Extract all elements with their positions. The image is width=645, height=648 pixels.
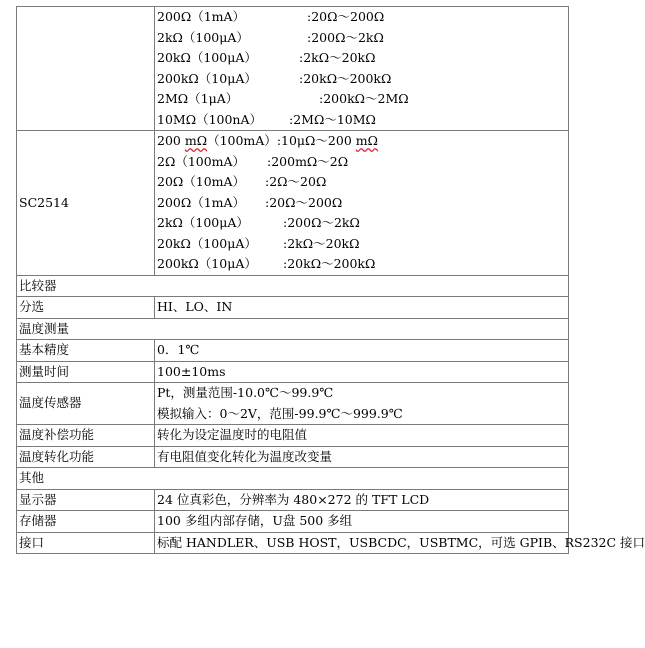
- range-value: 2kΩ～20kΩ: [303, 50, 376, 65]
- range-name: 20kΩ（100μA）: [157, 50, 257, 65]
- range-name: 10MΩ（100nA）: [157, 111, 263, 127]
- row-label: 显示器: [17, 489, 155, 511]
- table-row: [17, 297, 569, 319]
- range-name: 2MΩ（1μA）: [157, 91, 239, 106]
- range-value: 20Ω～200Ω: [269, 194, 343, 210]
- range-sep: :: [319, 91, 324, 106]
- row-value: HI、LO、IN: [155, 297, 569, 319]
- range-sep: :: [276, 133, 282, 148]
- range-sep: :: [283, 256, 288, 271]
- range-name: 2kΩ（100μA）: [157, 29, 249, 45]
- row-label: 接口: [17, 532, 155, 554]
- range-sep: :: [289, 111, 294, 127]
- range-name: 2kΩ（100μA）: [157, 215, 249, 230]
- table-row: [17, 468, 569, 490]
- range-sep: :: [265, 194, 270, 210]
- row-label: 基本精度: [17, 340, 155, 362]
- row-value: 100±10ms: [155, 361, 569, 383]
- table-row: [17, 383, 569, 425]
- range-line: [157, 69, 566, 90]
- row-value: 标配 HANDLER、USB HOST，USBCDC，USBTMC，可选 GPIB、RS232C 接口: [155, 532, 569, 554]
- sensor-line: Pt，测量范围-10.0℃～99.9℃: [157, 385, 334, 400]
- range-sep: :: [283, 215, 288, 230]
- table-row: [17, 425, 569, 447]
- row-value: 有电阻值变化转化为温度改变量: [155, 446, 569, 468]
- row-label: 温度传感器: [17, 383, 155, 425]
- range-list: [155, 7, 569, 131]
- table-row: [17, 489, 569, 511]
- range-value: 200kΩ～2MΩ: [323, 91, 409, 106]
- range-name: 200Ω（1mA）: [157, 194, 246, 210]
- row-label: 存储器: [17, 511, 155, 533]
- range-line: [157, 89, 566, 110]
- range-sep: :: [267, 153, 272, 169]
- range-line: [157, 213, 566, 234]
- range-value: 200mΩ～2Ω: [271, 153, 349, 169]
- table-row: [17, 511, 569, 533]
- range-name: 200kΩ（10μA）: [157, 70, 257, 86]
- table-row: [17, 7, 569, 131]
- sensor-line: 模拟输入：0～2V，范围-99.9℃～999.9℃: [157, 405, 403, 421]
- range-line: [157, 152, 566, 173]
- row-label: 测量时间: [17, 361, 155, 383]
- row-value: 24 位真彩色，分辨率为 480×272 的 TFT LCD: [155, 489, 569, 511]
- range-line: [157, 193, 566, 214]
- range-list: [155, 131, 569, 276]
- row-label: 温度转化功能: [17, 446, 155, 468]
- range-sep: :: [265, 174, 270, 189]
- range-name: 2Ω（100mA）: [157, 153, 246, 169]
- table-row: [17, 275, 569, 297]
- range-line: [157, 28, 566, 49]
- range-name: 200 mΩ（100mA）: [157, 133, 277, 148]
- row-value: 转化为设定温度时的电阻值: [155, 425, 569, 447]
- table-row: [17, 361, 569, 383]
- table-row: [17, 446, 569, 468]
- range-name: 200Ω（1mA）: [157, 9, 246, 24]
- section-heading-temperature: 温度测量: [17, 318, 569, 340]
- row-value: 0．1℃: [155, 340, 569, 362]
- table-row: [17, 532, 569, 554]
- range-value: 20kΩ～200kΩ: [303, 70, 392, 86]
- range-sep: :: [307, 29, 312, 45]
- range-name: 200kΩ（10μA）: [157, 256, 257, 271]
- row-label: SC2514: [17, 131, 155, 276]
- row-value: 100 多组内部存储，U盘 500 多组: [155, 511, 569, 533]
- range-line: [157, 172, 566, 193]
- range-value: 20Ω～200Ω: [311, 9, 385, 24]
- row-label: 分选: [17, 297, 155, 319]
- range-sep: :: [299, 50, 304, 65]
- range-line: [157, 48, 566, 69]
- range-name: 20Ω（10mA）: [157, 174, 246, 189]
- range-value: 2Ω～20Ω: [269, 174, 327, 189]
- range-value: 20kΩ～200kΩ: [287, 256, 376, 271]
- spec-table: [16, 6, 645, 554]
- range-line: [157, 254, 566, 275]
- range-line: [157, 131, 566, 152]
- range-value: 2MΩ～10MΩ: [293, 111, 376, 127]
- range-value: 10μΩ～200 mΩ: [281, 133, 378, 148]
- range-line: [157, 234, 566, 255]
- row-value: [155, 383, 569, 425]
- range-line: [157, 110, 566, 131]
- range-line: [157, 7, 566, 28]
- range-value: 200Ω～2kΩ: [311, 29, 384, 45]
- range-name: 20kΩ（100μA）: [157, 235, 257, 251]
- table-row: [17, 318, 569, 340]
- table-row: [17, 131, 569, 276]
- range-value: 2kΩ～20kΩ: [287, 235, 360, 251]
- row-label: 温度补偿功能: [17, 425, 155, 447]
- range-sep: :: [307, 9, 312, 24]
- row-label: [17, 7, 155, 131]
- range-value: 200Ω～2kΩ: [287, 215, 360, 230]
- range-sep: :: [299, 70, 304, 86]
- range-sep: :: [283, 235, 288, 251]
- section-heading-comparator: 比较器: [17, 275, 569, 297]
- section-heading-other: 其他: [17, 468, 569, 490]
- table-row: [17, 340, 569, 362]
